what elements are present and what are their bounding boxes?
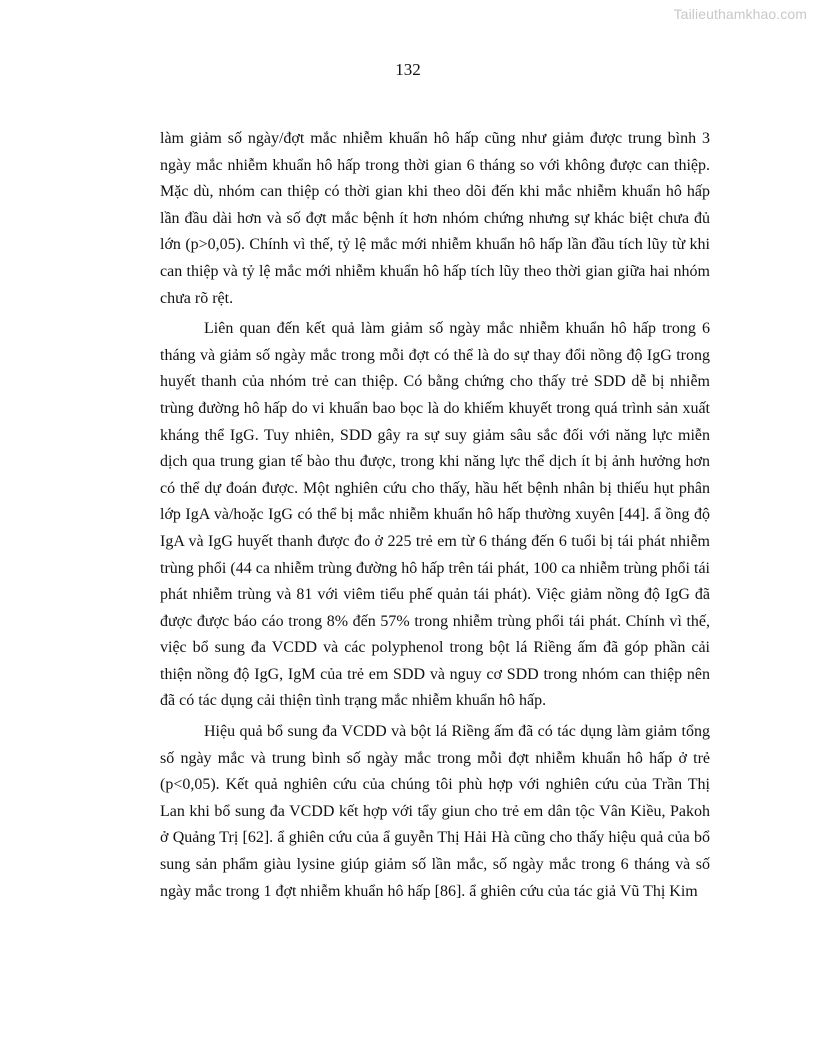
document-body bbox=[160, 126, 710, 909]
paragraph-3: Hiệu quả bổ sung đa VCDD và bột lá Riềng ấm đã có tác dụng làm giảm tổng số ngày mắc và trung bình số ngày mắc trong mỗi đợt nhiễm khuẩn hô hấp ở trẻ (p<0,05). Kết quả nghiên cứu của chúng tôi phù hợp với nghiên cứu của Trần Thị Lan khi bổ sung đa VCDD kết hợp với tẩy giun cho trẻ em dân tộc Vân Kiều, Pakoh ở Quảng Trị [62]. ẩ ghiên cứu của ẩ guyễn Thị Hải Hà cũng cho thấy hiệu quả của bổ sung sản phẩm giàu lysine giúp giảm số lần mắc, số ngày mắc trong 6 tháng và số ngày mắc trong 1 đợt nhiễm khuẩn hô hấp [86]. ẩ ghiên cứu của tác giả Vũ Thị Kim bbox=[160, 723, 710, 900]
watermark-text: Tailieuthamkhao.com bbox=[673, 6, 807, 22]
page-number: 132 bbox=[395, 60, 421, 79]
paragraph-1: làm giảm số ngày/đợt mắc nhiễm khuẩn hô hấp cũng như giảm được trung bình 3 ngày mắc nhiễm khuẩn hô hấp trong thời gian 6 tháng so với không được can thiệp. Mặc dù, nhóm can thiệp có thời gian khi theo dõi đến khi mắc nhiễm khuẩn hô hấp lần đầu dài hơn và số đợt mắc bệnh ít hơn nhóm chứng nhưng sự khác biệt chưa đủ lớn (p>0,05). Chính vì thế, tỷ lệ mắc mới nhiễm khuẩn hô hấp lần đầu tích lũy từ khi can thiệp và tỷ lệ mắc mới nhiễm khuẩn hô hấp tích lũy theo thời gian giữa hai nhóm chưa rõ rệt. bbox=[160, 130, 710, 307]
paragraph-2: Liên quan đến kết quả làm giảm số ngày mắc nhiễm khuẩn hô hấp trong 6 tháng và giảm số ngày mắc trong mỗi đợt có thể là do sự thay đổi nồng độ IgG trong huyết thanh của nhóm trẻ can thiệp. Có bằng chứng cho thấy trẻ SDD dễ bị nhiễm trùng đường hô hấp do vi khuẩn bao bọc là do khiếm khuyết trong quá trình sản xuất kháng thể IgG. Tuy nhiên, SDD gây ra sự suy giảm sâu sắc đối với năng lực miễn dịch qua trung gian tế bào thu được, trong khi năng lực thể dịch ít bị ảnh hưởng hơn có thể dự đoán được. Một nghiên cứu cho thấy, hầu hết bệnh nhân bị thiếu hụt phân lớp IgA và/hoặc IgG có thể bị mắc nhiễm khuẩn hô hấp thường xuyên [44]. ẩ ồng độ IgA và IgG huyết thanh được đo ở 225 trẻ em từ 6 tháng đến 6 tuổi bị tái phát nhiễm trùng phổi (44 ca nhiễm trùng đường hô hấp trên tái phát, 100 ca nhiễm trùng phổi tái phát nhiễm trùng và 81 với viêm tiểu phế quản tái phát). Việc giảm nồng độ IgG đã được được báo cáo trong 8% đến 57% trong nhiễm trùng phổi tái phát. Chính vì thế, việc bổ sung đa VCDD và các polyphenol trong bột lá Riềng ấm đã góp phần cải thiện nồng độ IgG, IgM của trẻ em SDD và nguy cơ SDD trong nhóm can thiệp nên đã có tác dụng cải thiện tình trạng mắc nhiễm khuẩn hô hấp. bbox=[160, 320, 710, 710]
